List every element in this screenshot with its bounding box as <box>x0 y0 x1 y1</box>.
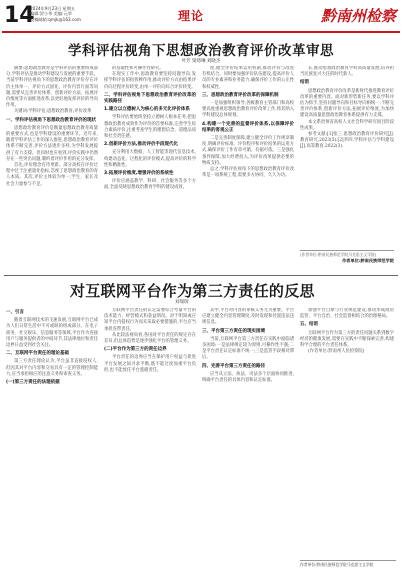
paragraph: 总之,学科评估视角下的思想政治教育评价改革是一项系统工程,需要多方协同、久久为功。 <box>202 167 294 179</box>
paragraph: 关键词:学科评估;思想政治教育;评价改革 <box>14 109 92 115</box>
paragraph: 评价应涵盖教学、科研、社会服务等多个方面,全面反映思想政治教育学科的建设成效。 <box>104 179 196 191</box>
article1-headline: 学科评估视角下思想政治教育评价改革审思 <box>68 43 334 59</box>
paragraph: 参考文献:[1]张三.思想政治教育评价研究[J].教育研究,2023(5).[2]李四.学科评估与学科建设[J].高等教育,2022(3). <box>300 132 394 150</box>
paper-logo: 黔南州检察 <box>320 7 396 25</box>
subheading: 三、平台第三方责任的现实困境 <box>202 328 265 334</box>
masthead-meta <box>30 6 81 22</box>
footer-note: 作者单位:黔南民族师范学院马克思主义学院 <box>300 560 396 574</box>
subheading: 四、完善平台第三方责任的路径 <box>202 363 265 369</box>
article2-byline: 刘瑞瑞 <box>175 300 189 305</box>
author-note <box>300 250 394 270</box>
paragraph: 第三方责任理论认为,平台虽非直接侵权人,但因其对平台内容和交易具有一定的管理控制能力,应当承担相应的注意义务和审查义务。 <box>6 359 98 377</box>
paragraph: 思想政治教育评价是衡量思想政治教育质量的重要方式,也是学科建设的重要环节。近年来,随着学科评估工作的深入推进,思想政治教育评价体系不断完善,评价方法逐步多样,为学科发展提供了有力支撑。但同时也应看到,评价实践中仍然存在一些突出问题,制约着评价作用的充分发挥。 <box>6 125 98 162</box>
author-affiliation: 作者单位:黔南民族师范学院 <box>342 257 394 263</box>
subheading: 2.创新评价方法,推动评价手段现代化 <box>104 142 179 148</box>
masthead-rule <box>2 31 400 33</box>
subheading: 1.建立以立德树人为核心的多元化评价体系 <box>104 107 190 113</box>
paragraph: 充分利用大数据、人工智能等现代信息技术,构建动态化、过程化的评价模式,提高评价的科学性和精准性。 <box>104 150 196 168</box>
article1-column-2 <box>104 66 196 272</box>
paragraph: (作者单位:黔南州人民检察院) <box>308 349 365 355</box>
section-title: 理论 <box>178 9 205 23</box>
paragraph: 随着互联网技术的飞速发展,互联网平台已成为人们日常生活中不可或缺的组成部分。在电子商务、社交娱乐、信息服务等领域,平台作为连接用户与服务提供者的中间环节,其法律地位和责任边界日益受到社会关注。 <box>6 318 98 349</box>
paragraph: 思想政治教育评价改革是新时代推进教育评价改革的重要内容。面对新形势新任务,要以学科评估为抓手,坚持问题导向和目标导向相统一,不断完善评价体系,创新评价方法,拓展评价维度,为加快建设高质量思想政治教育体系提供有力支撑。 <box>300 88 394 119</box>
subheading: 二、互联网平台责任的理论基础 <box>6 351 69 357</box>
article2-column-3 <box>202 308 294 572</box>
page-number: 14 <box>4 3 35 28</box>
article1-column-4 <box>300 66 394 248</box>
subheading: 三、思想政治教育评价改革的保障机制 <box>202 92 279 98</box>
paragraph: 其中,平台对内容的审核义务尤为重要。平台应建立健全内容管理制度,及时发现和处置违法违规信息。 <box>202 308 294 326</box>
masthead <box>0 0 402 34</box>
article2-column-1 <box>6 308 98 572</box>
date-line: 2024年9月23日 星期五 <box>30 6 76 11</box>
paragraph: 的基础性和可操作性研究。 <box>112 66 164 71</box>
subheading: (二)平台作为第三方的责任边界 <box>104 347 167 353</box>
article2-headline: 对互联网平台作为第三方责任的反思 <box>70 282 315 300</box>
author-note-text: (作者单位:黔南民族师范学院马克思主义学院) <box>300 252 377 257</box>
paragraph: 首先,评价理念有待更新。部分高校在评价过程中过于注重量化指标,忽视了思想政治教育的育人本质。其次,评价主体较为单一,学生、家长及社会力量参与不足。 <box>6 163 98 187</box>
paragraph: 从比较法视角看,各国对平台责任的规定存在差异,但总体趋势是逐步强化平台的管理义务。 <box>104 332 196 345</box>
paragraph: 在现实工作中,思政教育要坚持问题导向,发挥学科评估的指挥棒作用,推动评价方式由结果评价向过程评价转变,由单一评价向综合评价转变。 <box>104 72 196 90</box>
paragraph: 互联网平台作为第三方的责任问题关系到数字经济的健康发展,需要在实践中不断探索完善,构建科学合理的平台责任体系。 <box>300 330 394 349</box>
article2-column-4 <box>300 308 394 556</box>
paragraph: 度,健全评价结果运用机制,推动评价与改进有机结合。同时要加强评价队伍建设,提高评价人员的专业素养和业务能力,确保评价工作的公正性和权威性。 <box>202 66 294 90</box>
subheading: 五、结语 <box>300 322 318 328</box>
editor-line: 编辑:贺小华 美编:元翠 <box>30 11 72 17</box>
email-line: 投稿邮箱:qmjk@163.com <box>30 16 81 22</box>
subheading: 3.拓展评价维度,增强评价的系统性 <box>104 171 174 177</box>
subheading: 一、学科评估视角下思想政治教育评价的现状 <box>6 117 96 123</box>
article1-column-1 <box>6 66 98 272</box>
subheading: 一、引言 <box>6 310 24 315</box>
paragraph: 本文系贵州省高校人文社会科学研究项目阶段性成果。 <box>300 119 394 131</box>
article1-byline: 叶芳 梁琦琳 刘晓杰 <box>181 59 221 64</box>
paragraph: 摘要:思想政治教育是学科评估的重要组成部分,学科评估是推动学科建设与发展的重要手段。当前学科评估视角下的思想政治教育评价存在评价主体单一、评价方式固化、评价内容片面等问题,需要从完善评价体系、创新评价方法、拓展评价维度等方面推进改革,以更好地发挥评价的导向作用。 <box>6 66 98 109</box>
subheading: (一)第三方责任的法理依据 <box>6 380 60 386</box>
paragraph: 一是加强组织领导,各级教育主管部门和高校要高度重视思想政治教育评价改革工作,将其纳入学科建设总体规划。 <box>202 101 294 119</box>
subheading: 二、学科评估视角下思想政治教育评价改革的实践路径 <box>104 92 196 105</box>
paragraph: 学科评估要始终坚持立德树人根本任务,把思想政治教育成效作为评价的首要标准,完善学生综合素质评价,注重考查学生的理想信念、道德品质和社会责任感。 <box>104 115 196 140</box>
paragraph: 当前,互联网平台第三方责任在实践中面临诸多困境:一是法律规定较为原则,可操作性不强;二是平台责任认定标准不统一;三是监管手段相对滞后。 <box>202 336 294 361</box>
paragraph: 应当从立法、执法、司法多个层面协同推进,明确平台责任的具体内容和认定标准。 <box>202 371 294 384</box>
article-divider <box>4 275 398 276</box>
subheading: 4.构建一个完善的监督评价体系,以保障评价结果的客观公正 <box>202 121 294 133</box>
paragraph: 二是完善制度保障,建立健全评价工作规章制度,明确评价标准、评价程序和评价结果的运用方式,确保评价工作有章可循、有据可依。三是强化条件保障,加大经费投入,为评价改革提供必要的物质支持。 <box>202 136 294 166</box>
paragraph: 互联网平台责任的认定需要综合考量平台的技术能力、经营模式和获益情况。对于明知或应知平台内侵权行为而未采取必要措施的,平台应当承担连带责任。 <box>104 308 196 332</box>
subheading: 结语 <box>300 80 309 86</box>
article1-column-3 <box>202 66 294 272</box>
paragraph: 长,推动思想政治教育学科高质量发展,培养担当民族复兴大任的时代新人。 <box>300 66 394 78</box>
paragraph: 平台责任的边界应当在保护用户权益与促进平台发展之间寻求平衡,既不能过度加重平台负担,也不能放任平台逃避责任。 <box>104 355 196 373</box>
paragraph: 加强平台自律与行业规范建设,推动形成政府监管、平台自治、社会监督相结合的治理格局。 <box>300 308 394 320</box>
article2-column-2 <box>104 308 196 572</box>
